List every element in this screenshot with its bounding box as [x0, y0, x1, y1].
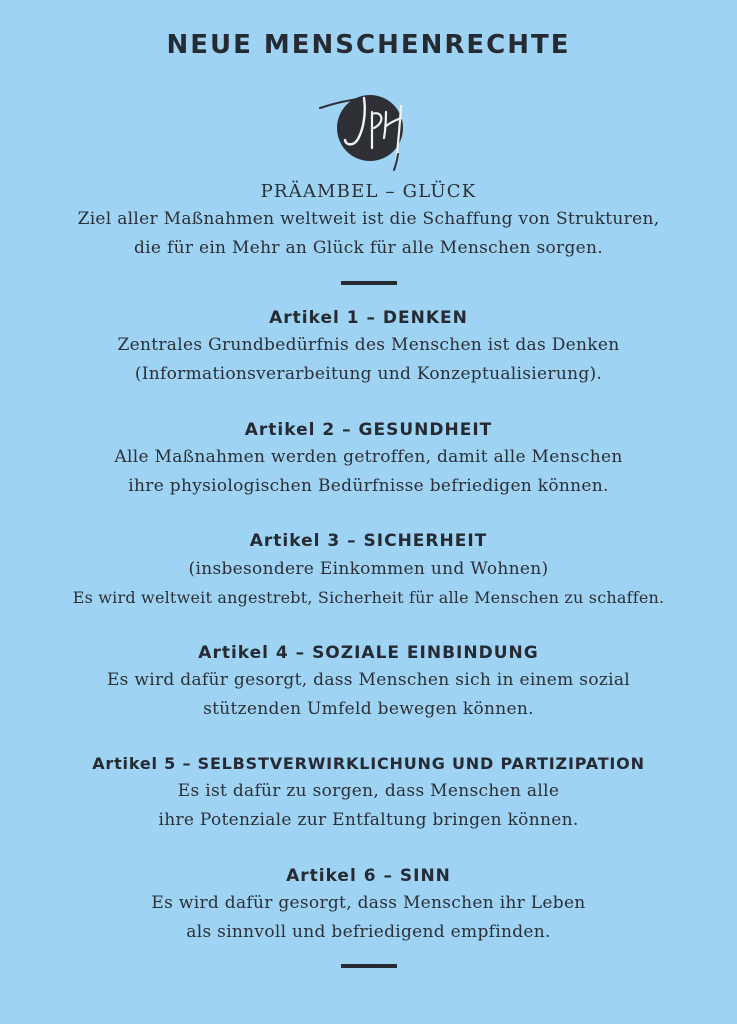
article-5-heading: Artikel 5 – SELBSTVERWIRKLICHUNG UND PARTIZIPATION — [92, 754, 645, 773]
preamble-line-1: Ziel aller Maßnahmen weltweit ist die Schaffung von Strukturen, — [77, 209, 660, 229]
article-5-line-2: ihre Potenziale zur Entfaltung bringen können. — [158, 810, 579, 830]
page-title: NEUE MENSCHENRECHTE — [166, 30, 571, 60]
article-5-line-1: Es ist dafür zu sorgen, dass Menschen alle — [177, 781, 560, 801]
article-6-line-1: Es wird dafür gesorgt, dass Menschen ihr Leben — [151, 893, 586, 913]
article-2-line-2: ihre physiologischen Bedürfnisse befriedigen können. — [128, 476, 609, 496]
article-1-line-1: Zentrales Grundbedürfnis des Menschen ist das Denken — [117, 335, 620, 355]
preamble-line-2: die für ein Mehr an Glück für alle Menschen sorgen. — [134, 238, 603, 258]
article-4-line-2: stützenden Umfeld bewegen können. — [203, 699, 534, 719]
signature-monogram-logo — [318, 84, 422, 176]
preamble-heading: PRÄAMBEL – GLÜCK — [260, 181, 477, 202]
article-3-line-1: (insbesondere Einkommen und Wohnen) — [188, 559, 549, 579]
article-2-heading: Artikel 2 – GESUNDHEIT — [244, 420, 493, 440]
section-divider-top — [341, 281, 397, 285]
article-6-heading: Artikel 6 – SINN — [286, 866, 451, 886]
article-2-line-1: Alle Maßnahmen werden getroffen, damit alle Menschen — [114, 447, 623, 467]
article-1-line-2: (Informationsverarbeitung und Konzeptualisierung). — [134, 364, 603, 384]
article-3-heading: Artikel 3 – SICHERHEIT — [249, 531, 488, 551]
section-divider-bottom — [341, 964, 397, 968]
article-4-heading: Artikel 4 – SOZIALE EINBINDUNG — [198, 643, 539, 663]
article-1-heading: Artikel 1 – DENKEN — [269, 308, 468, 328]
article-3-line-2: Es wird weltweit angestrebt, Sicherheit für alle Menschen zu schaffen. — [72, 588, 665, 607]
article-6-line-2: als sinnvoll und befriedigend empfinden. — [186, 922, 551, 942]
article-4-line-1: Es wird dafür gesorgt, dass Menschen sich in einem sozial — [106, 670, 631, 690]
